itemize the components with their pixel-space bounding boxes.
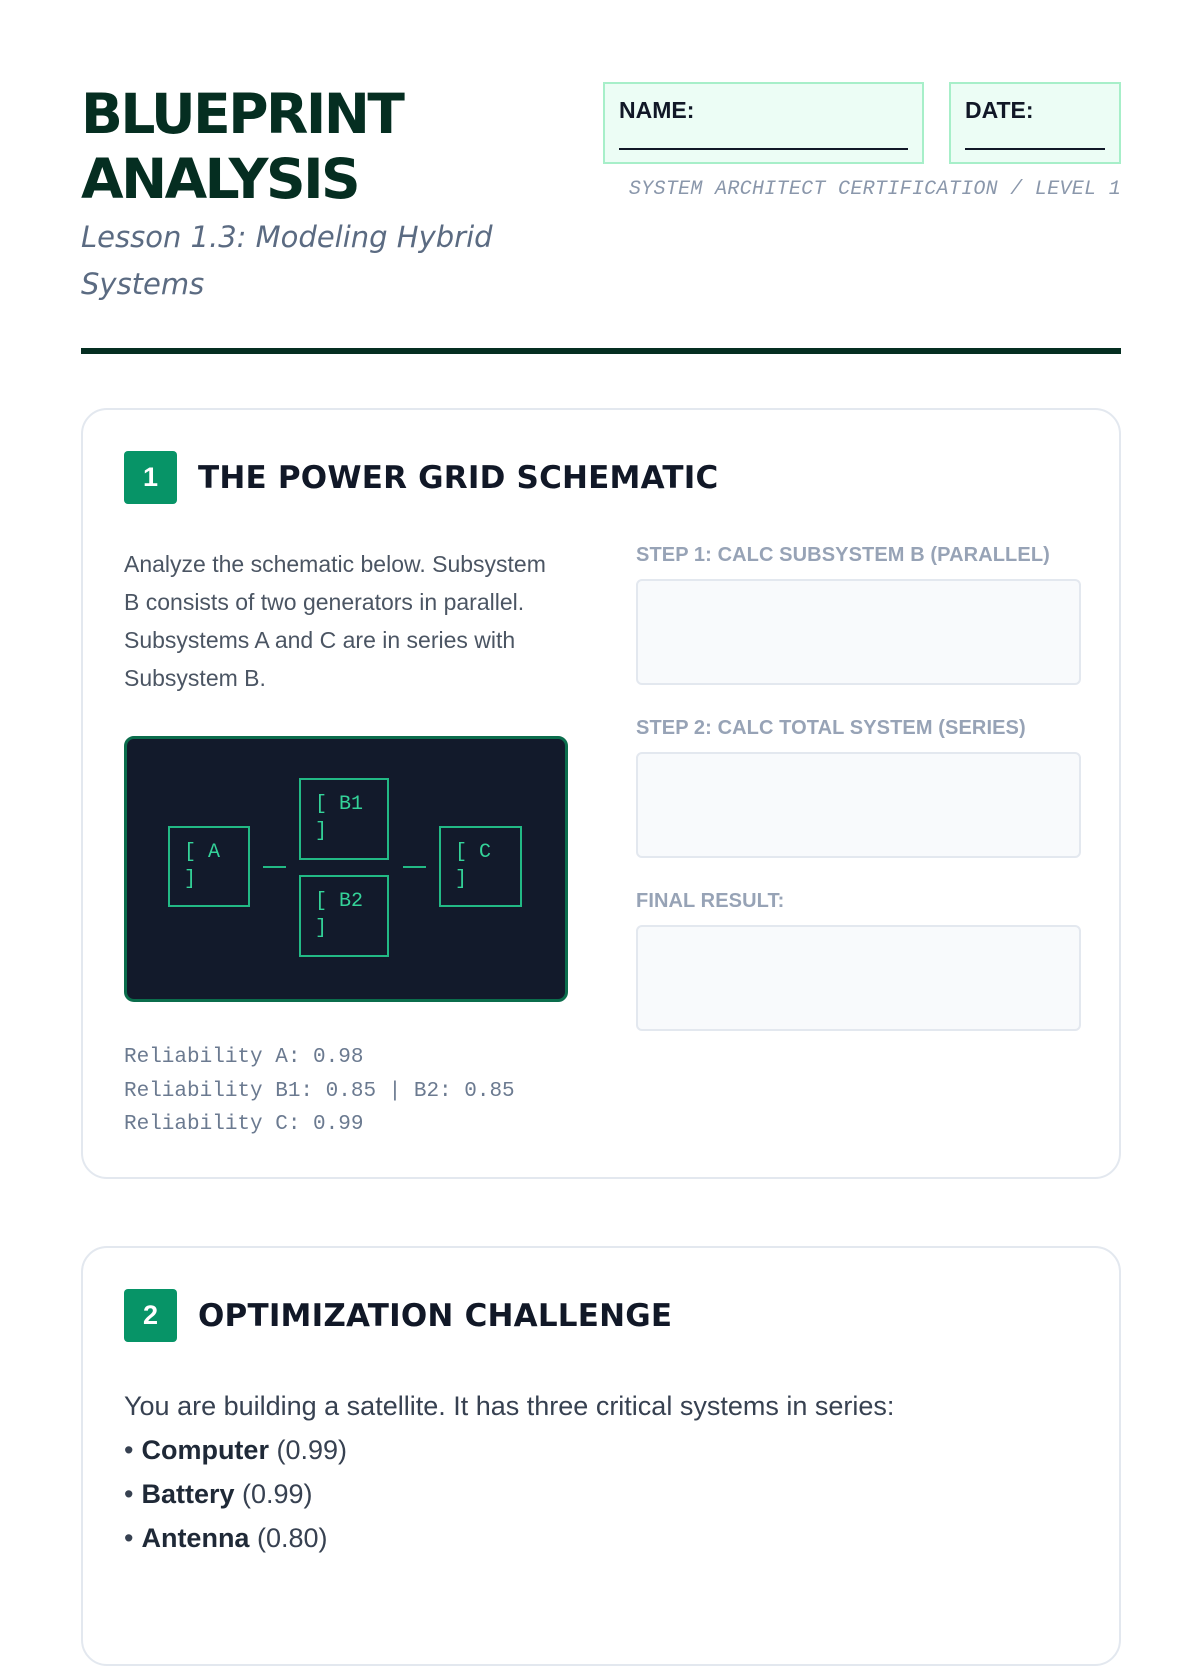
date-field[interactable]	[949, 82, 1121, 164]
name-field[interactable]	[603, 82, 924, 164]
date-write-line[interactable]	[965, 148, 1105, 150]
system-reliability: (0.99)	[242, 1479, 313, 1509]
challenge-body	[124, 1384, 1084, 1560]
bullet-icon: •	[124, 1479, 134, 1509]
system-reliability: (0.80)	[256, 1523, 328, 1553]
schematic-node-b1: [ B1 ]	[299, 778, 389, 860]
step-1-label: STEP 1: CALC SUBSYSTEM B (PARALLEL)	[636, 544, 1050, 566]
reliability-line: Reliability B1: 0.85 | B2: 0.85	[124, 1079, 515, 1103]
optimization-section	[81, 1246, 1121, 1666]
step-2-label: STEP 2: CALC TOTAL SYSTEM (SERIES)	[636, 717, 1026, 739]
reliability-values	[124, 1041, 515, 1142]
list-item	[124, 1472, 1084, 1516]
section-title: THE POWER GRID SCHEMATIC	[198, 459, 719, 496]
calculation-steps	[636, 544, 1081, 1063]
section-1-instructions: Analyze the schematic below. Subsystem B consists of two generators in parallel. Subsystems A and C are in series with Subsystem B.	[124, 551, 546, 691]
final-result-answer-box[interactable]	[636, 925, 1081, 1031]
name-label: NAME:	[619, 97, 695, 123]
final-result-label: FINAL RESULT:	[636, 890, 785, 912]
date-label: DATE:	[965, 97, 1034, 123]
power-grid-section	[81, 408, 1121, 1179]
title-line-1: BLUEPRINT	[81, 82, 403, 146]
worksheet-header	[81, 82, 1121, 354]
schematic-node-a: [ A ]	[168, 826, 250, 907]
step-2-answer-box[interactable]	[636, 752, 1081, 858]
page-title	[81, 82, 402, 212]
step-1-answer-box[interactable]	[636, 579, 1081, 685]
system-name: Computer	[141, 1435, 269, 1465]
header-divider	[81, 348, 1121, 354]
list-item	[124, 1428, 1084, 1472]
power-grid-schematic	[124, 736, 568, 1002]
bullet-icon: •	[124, 1523, 134, 1553]
system-name: Antenna	[141, 1523, 250, 1553]
certification-caption: SYSTEM ARCHITECT CERTIFICATION / LEVEL 1	[628, 178, 1121, 201]
title-line-2: ANALYSIS	[81, 147, 359, 211]
schematic-wire-b-c	[403, 866, 426, 868]
section-number-badge: 1	[124, 451, 177, 504]
bullet-icon: •	[124, 1435, 134, 1465]
schematic-wire-a-b	[263, 866, 286, 868]
name-write-line[interactable]	[619, 148, 908, 150]
system-reliability: (0.99)	[276, 1435, 348, 1465]
schematic-node-c: [ C ]	[439, 826, 522, 907]
section-title: OPTIMIZATION CHALLENGE	[198, 1297, 673, 1334]
schematic-node-b2: [ B2 ]	[299, 875, 389, 957]
lesson-subtitle: Lesson 1.3: Modeling Hybrid Systems	[81, 220, 493, 301]
reliability-line: Reliability A: 0.98	[124, 1046, 364, 1069]
systems-list	[124, 1428, 1084, 1560]
challenge-intro: You are building a satellite. It has three critical systems in series:	[124, 1391, 895, 1421]
reliability-line: Reliability C: 0.99	[124, 1113, 364, 1136]
system-name: Battery	[141, 1479, 235, 1509]
section-number-badge: 2	[124, 1289, 177, 1342]
section-1-header	[124, 451, 718, 504]
list-item	[124, 1516, 1084, 1560]
section-2-header	[124, 1289, 672, 1342]
